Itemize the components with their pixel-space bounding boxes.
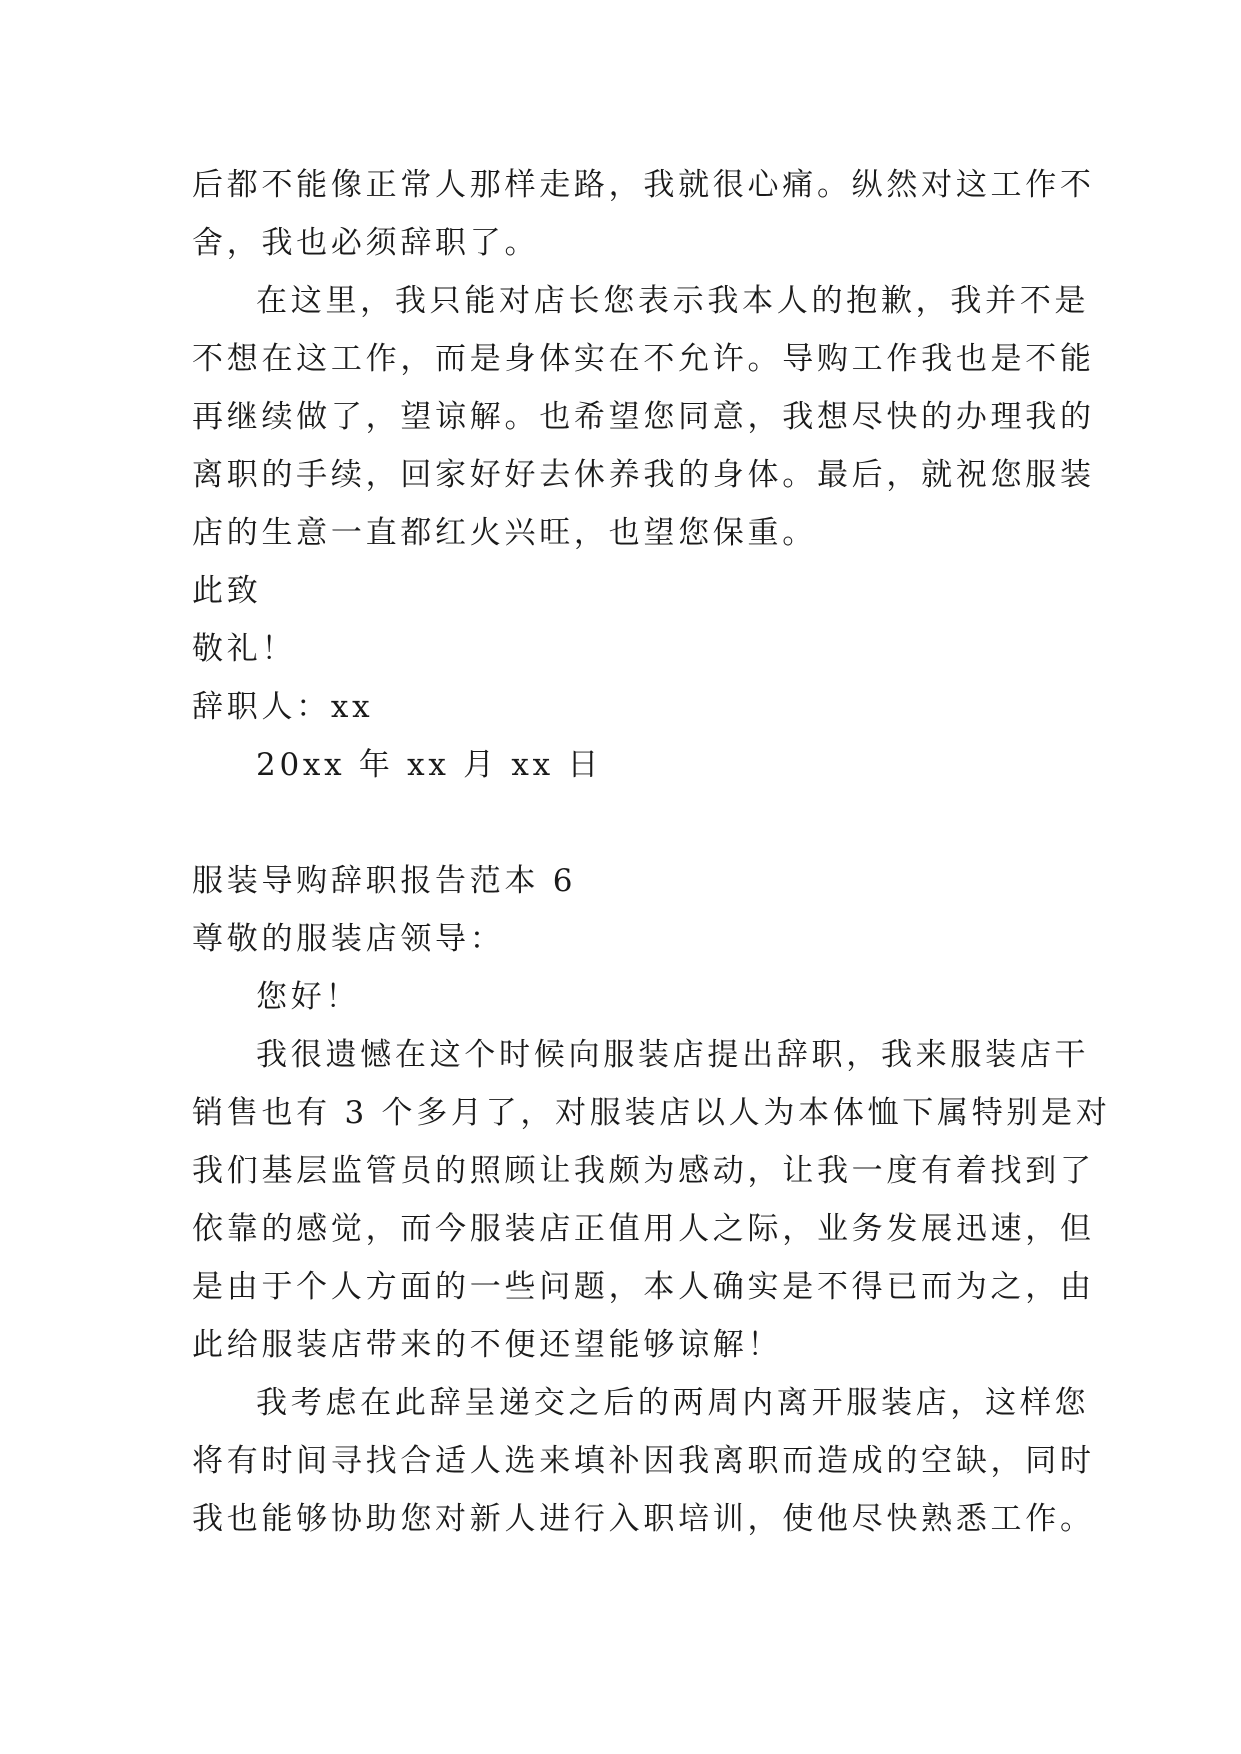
paragraph-c-line-2: 销售也有 3 个多月了，对服装店以人为本体恤下属特别是对 bbox=[192, 1095, 1111, 1131]
paragraph-c-line-5: 是由于个人方面的一些问题，本人确实是不得已而为之，由 bbox=[192, 1269, 1095, 1305]
blank-line bbox=[192, 794, 1072, 852]
paragraph-c-line-4: 依靠的感觉，而今服装店正值用人之际，业务发展迅速，但 bbox=[192, 1211, 1095, 1247]
greeting: 您好！ bbox=[256, 979, 361, 1015]
paragraph-b-line-4: 离职的手续，回家好好去休养我的身体。最后，就祝您服装 bbox=[192, 457, 1095, 493]
paragraph-d-line-3: 我也能够协助您对新人进行入职培训，使他尽快熟悉工作。 bbox=[192, 1501, 1095, 1537]
salute: 敬礼！ bbox=[192, 631, 297, 667]
paragraph-d-line-2: 将有时间寻找合适人选来填补因我离职而造成的空缺，同时 bbox=[192, 1443, 1095, 1479]
signer: 辞职人：xx bbox=[192, 689, 374, 725]
paragraph-c-line-1: 我很遗憾在这个时候向服装店提出辞职，我来服装店干 bbox=[256, 1037, 1090, 1073]
paragraph-b-line-3: 再继续做了，望谅解。也希望您同意，我想尽快的办理我的 bbox=[192, 399, 1095, 435]
closing: 此致 bbox=[192, 573, 262, 609]
paragraph-b-line-1: 在这里，我只能对店长您表示我本人的抱歉，我并不是 bbox=[256, 283, 1090, 319]
paragraph-b-line-2: 不想在这工作，而是身体实在不允许。导购工作我也是不能 bbox=[192, 341, 1095, 377]
document-body bbox=[192, 156, 1111, 1548]
section-title: 服装导购辞职报告范本 6 bbox=[192, 863, 577, 899]
paragraph-c-line-3: 我们基层监管员的照顾让我颇为感动，让我一度有着找到了 bbox=[192, 1153, 1095, 1189]
paragraph-a-line-2: 舍，我也必须辞职了。 bbox=[192, 225, 540, 261]
addressee: 尊敬的服装店领导： bbox=[192, 921, 505, 957]
paragraph-a-line-1: 后都不能像正常人那样走路，我就很心痛。纵然对这工作不 bbox=[192, 167, 1095, 203]
paragraph-d-line-1: 我考虑在此辞呈递交之后的两周内离开服装店，这样您 bbox=[256, 1385, 1090, 1421]
paragraph-c-line-6: 此给服装店带来的不便还望能够谅解！ bbox=[192, 1327, 783, 1363]
paragraph-b-line-5: 店的生意一直都红火兴旺，也望您保重。 bbox=[192, 515, 817, 551]
date: 20xx 年 xx 月 xx 日 bbox=[256, 747, 603, 783]
